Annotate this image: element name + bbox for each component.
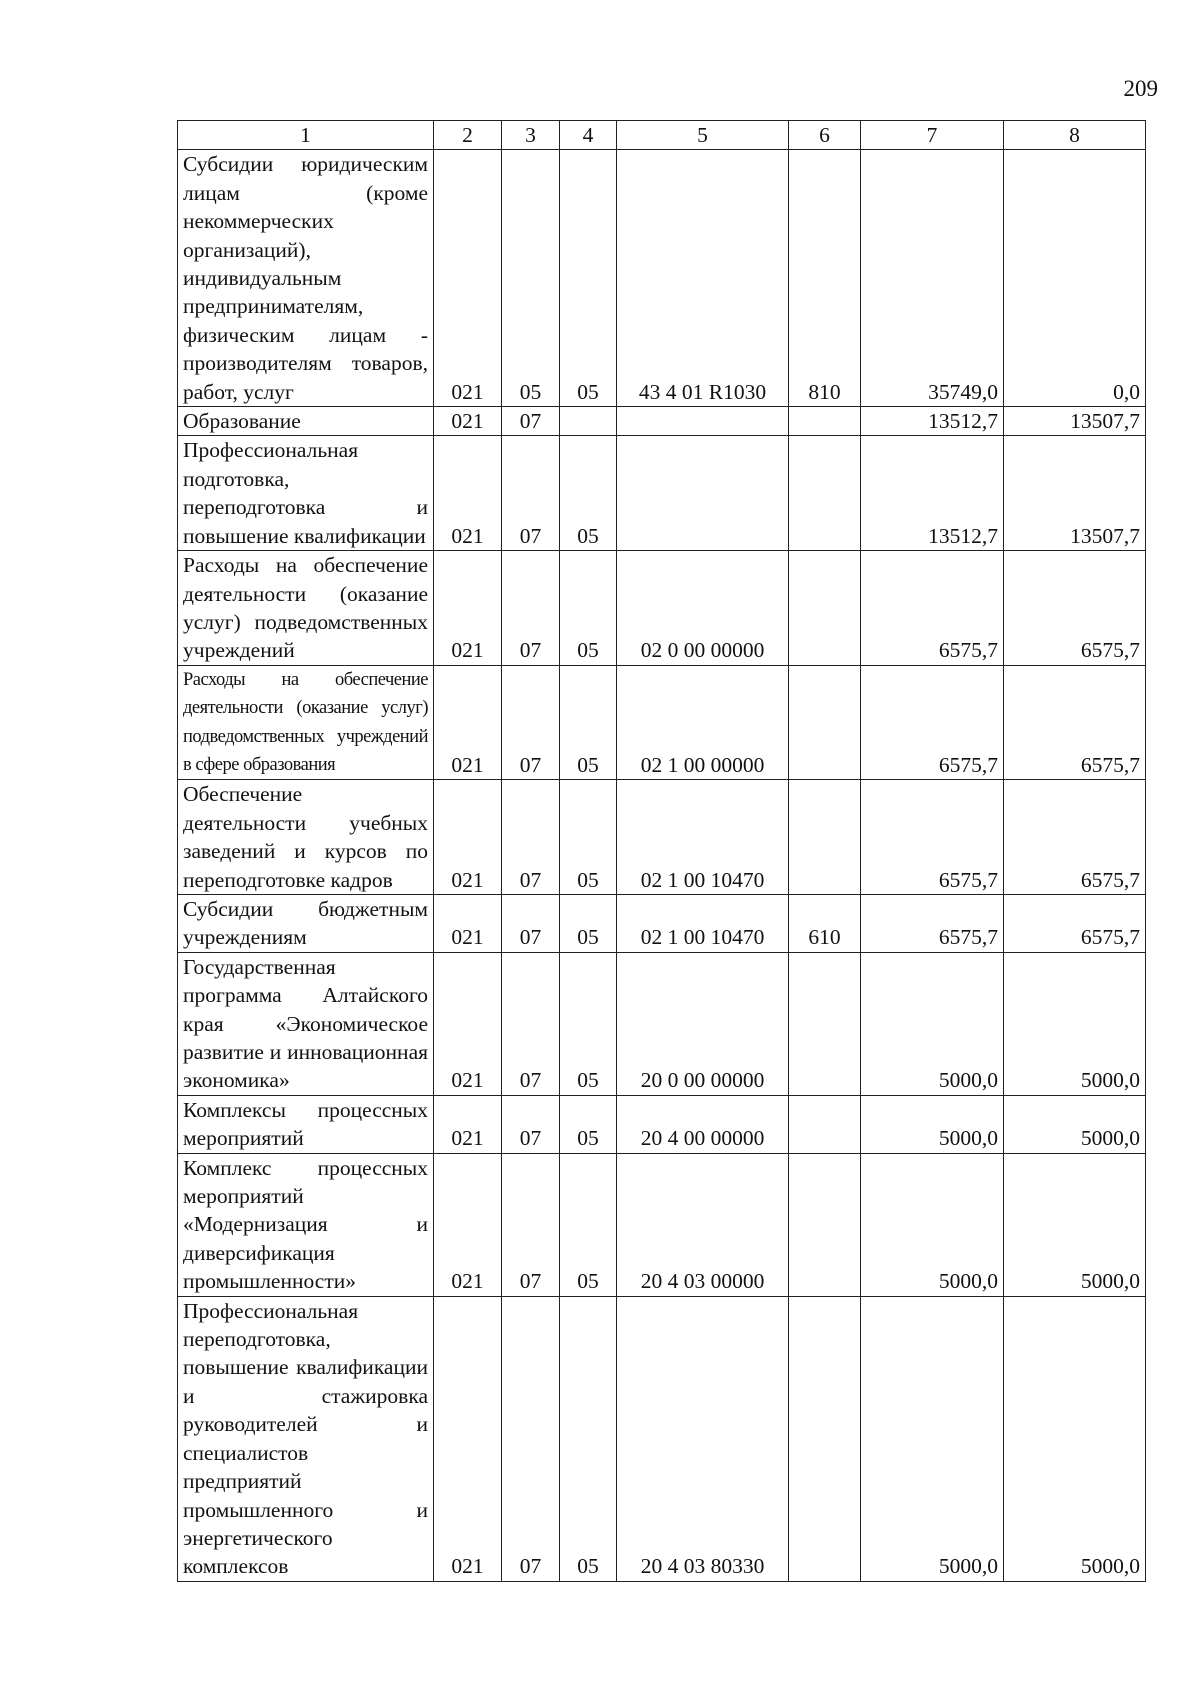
cell-col3: 07 xyxy=(502,436,560,551)
header-cell: 5 xyxy=(617,121,789,150)
row-name: Комплекс процессных мероприятий «Модернизация и диверсификация промышленности» xyxy=(178,1153,434,1296)
cell-col7: 6575,7 xyxy=(861,551,1004,666)
table-row xyxy=(178,436,1146,551)
row-name: Профессиональная подготовка, переподготовка и повышение квалификации xyxy=(178,436,434,551)
cell-col5: 43 4 01 R1030 xyxy=(617,150,789,407)
cell-col3: 07 xyxy=(502,551,560,666)
cell-col2: 021 xyxy=(434,1296,502,1581)
cell-col6 xyxy=(789,1296,861,1581)
cell-col4: 05 xyxy=(560,780,617,895)
cell-col3: 05 xyxy=(502,150,560,407)
cell-col8: 13507,7 xyxy=(1004,407,1146,436)
cell-col8: 5000,0 xyxy=(1004,1095,1146,1153)
cell-col6 xyxy=(789,407,861,436)
cell-col8: 13507,7 xyxy=(1004,436,1146,551)
cell-col5: 20 4 00 00000 xyxy=(617,1095,789,1153)
table-row xyxy=(178,1095,1146,1153)
cell-col7: 13512,7 xyxy=(861,407,1004,436)
cell-col4: 05 xyxy=(560,665,617,780)
cell-col6 xyxy=(789,1095,861,1153)
cell-col7: 6575,7 xyxy=(861,780,1004,895)
cell-col5: 02 1 00 10470 xyxy=(617,780,789,895)
cell-col8: 6575,7 xyxy=(1004,665,1146,780)
cell-col6 xyxy=(789,551,861,666)
cell-col5 xyxy=(617,407,789,436)
row-name: Субсидии бюджетным учреждениям xyxy=(178,894,434,952)
cell-col6 xyxy=(789,952,861,1095)
cell-col3: 07 xyxy=(502,1296,560,1581)
cell-col8: 5000,0 xyxy=(1004,1153,1146,1296)
table-row xyxy=(178,665,1146,780)
cell-col2: 021 xyxy=(434,665,502,780)
budget-table xyxy=(177,120,1146,1582)
table-row xyxy=(178,150,1146,407)
cell-col5: 20 4 03 00000 xyxy=(617,1153,789,1296)
row-name: Расходы на обеспечение деятельности (оказание услуг) подведомственных учреждений xyxy=(178,551,434,666)
row-name: Профессиональная переподготовка, повышение квалификации и стажировка руководителей и специалистов предприятий промышленного и энергетического комплексов xyxy=(178,1296,434,1581)
row-name: Образование xyxy=(178,407,434,436)
table-row xyxy=(178,407,1146,436)
cell-col4 xyxy=(560,407,617,436)
row-name: Государственная программа Алтайского края «Экономическое развитие и инновационная экономика» xyxy=(178,952,434,1095)
table-row xyxy=(178,551,1146,666)
table-row xyxy=(178,894,1146,952)
cell-col6 xyxy=(789,665,861,780)
cell-col3: 07 xyxy=(502,952,560,1095)
header-cell: 3 xyxy=(502,121,560,150)
cell-col3: 07 xyxy=(502,407,560,436)
cell-col2: 021 xyxy=(434,952,502,1095)
cell-col4: 05 xyxy=(560,1095,617,1153)
header-cell: 2 xyxy=(434,121,502,150)
cell-col5: 02 0 00 00000 xyxy=(617,551,789,666)
header-cell: 1 xyxy=(178,121,434,150)
cell-col4: 05 xyxy=(560,150,617,407)
cell-col8: 6575,7 xyxy=(1004,894,1146,952)
cell-col2: 021 xyxy=(434,1153,502,1296)
cell-col7: 13512,7 xyxy=(861,436,1004,551)
cell-col4: 05 xyxy=(560,551,617,666)
table-row xyxy=(178,1153,1146,1296)
cell-col3: 07 xyxy=(502,1095,560,1153)
row-name: Обеспечение деятельности учебных заведений и курсов по переподготовке кадров xyxy=(178,780,434,895)
header-cell: 7 xyxy=(861,121,1004,150)
cell-col8: 6575,7 xyxy=(1004,780,1146,895)
cell-col6 xyxy=(789,780,861,895)
cell-col4: 05 xyxy=(560,894,617,952)
cell-col2: 021 xyxy=(434,894,502,952)
page-number: 209 xyxy=(1123,76,1158,101)
cell-col5 xyxy=(617,436,789,551)
cell-col4: 05 xyxy=(560,1296,617,1581)
cell-col6 xyxy=(789,1153,861,1296)
cell-col7: 5000,0 xyxy=(861,1153,1004,1296)
cell-col2: 021 xyxy=(434,551,502,666)
cell-col8: 6575,7 xyxy=(1004,551,1146,666)
cell-col7: 5000,0 xyxy=(861,1296,1004,1581)
cell-col3: 07 xyxy=(502,665,560,780)
cell-col2: 021 xyxy=(434,150,502,407)
cell-col5: 02 1 00 00000 xyxy=(617,665,789,780)
cell-col5: 02 1 00 10470 xyxy=(617,894,789,952)
cell-col4: 05 xyxy=(560,436,617,551)
cell-col2: 021 xyxy=(434,780,502,895)
row-name: Субсидии юридическим лицам (кроме некоммерческих организаций), индивидуальным предпринимателям, физическим лицам - производителям товаров, работ, услуг xyxy=(178,150,434,407)
row-name: Комплексы процессных мероприятий xyxy=(178,1095,434,1153)
cell-col3: 07 xyxy=(502,1153,560,1296)
cell-col6: 610 xyxy=(789,894,861,952)
header-cell: 6 xyxy=(789,121,861,150)
cell-col2: 021 xyxy=(434,1095,502,1153)
table-row xyxy=(178,952,1146,1095)
cell-col6: 810 xyxy=(789,150,861,407)
cell-col7: 35749,0 xyxy=(861,150,1004,407)
cell-col8: 0,0 xyxy=(1004,150,1146,407)
table-row xyxy=(178,1296,1146,1581)
cell-col8: 5000,0 xyxy=(1004,952,1146,1095)
cell-col5: 20 0 00 00000 xyxy=(617,952,789,1095)
cell-col4: 05 xyxy=(560,952,617,1095)
cell-col8: 5000,0 xyxy=(1004,1296,1146,1581)
cell-col3: 07 xyxy=(502,894,560,952)
cell-col3: 07 xyxy=(502,780,560,895)
header-cell: 4 xyxy=(560,121,617,150)
cell-col7: 5000,0 xyxy=(861,952,1004,1095)
cell-col6 xyxy=(789,436,861,551)
header-cell: 8 xyxy=(1004,121,1146,150)
header-row xyxy=(178,121,1146,150)
row-name: Расходы на обеспечение деятельности (оказание услуг) подведомственных учреждений в сфере образования xyxy=(178,665,434,780)
cell-col5: 20 4 03 80330 xyxy=(617,1296,789,1581)
cell-col7: 6575,7 xyxy=(861,894,1004,952)
cell-col2: 021 xyxy=(434,436,502,551)
cell-col4: 05 xyxy=(560,1153,617,1296)
cell-col7: 6575,7 xyxy=(861,665,1004,780)
cell-col7: 5000,0 xyxy=(861,1095,1004,1153)
table-row xyxy=(178,780,1146,895)
cell-col2: 021 xyxy=(434,407,502,436)
